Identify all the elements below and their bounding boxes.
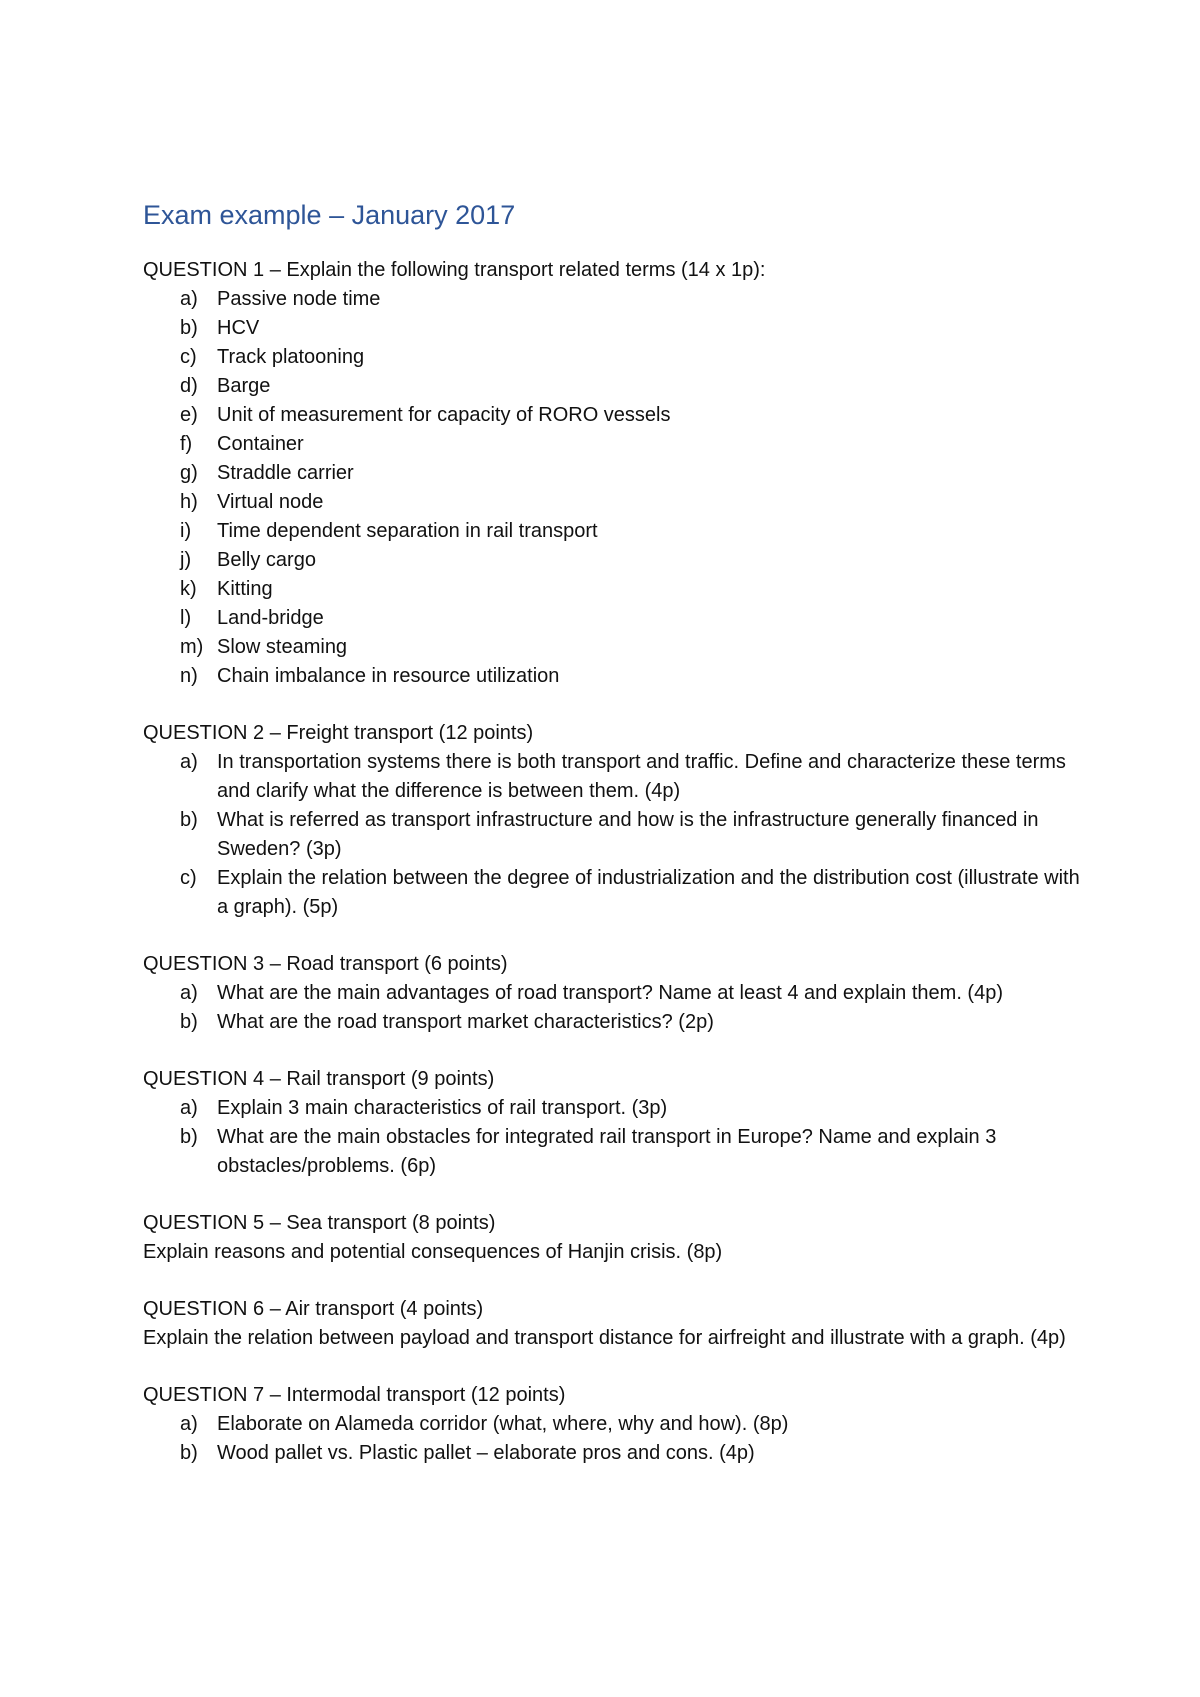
item-text: Slow steaming — [217, 636, 348, 658]
item-marker: f) — [180, 433, 193, 455]
list-item — [143, 517, 1093, 546]
item-marker: a) — [180, 751, 198, 773]
question-heading: QUESTION 2 – Freight transport (12 points) — [143, 722, 534, 744]
item-marker: c) — [180, 346, 197, 368]
item-text: Container — [217, 433, 304, 455]
list-item — [143, 575, 1093, 604]
question-4 — [143, 1065, 1093, 1181]
list-item — [143, 314, 1093, 343]
item-text: Barge — [217, 375, 271, 397]
list-item — [143, 1439, 1093, 1468]
item-marker: j) — [180, 549, 192, 571]
list-item — [143, 662, 1093, 691]
item-marker: a) — [180, 1097, 198, 1119]
item-text: What are the main advantages of road transport? Name at least 4 and explain them. (4p) — [217, 982, 1003, 1004]
question-items — [143, 748, 1093, 922]
page-title: Exam example – January 2017 — [143, 200, 516, 230]
item-text: Unit of measurement for capacity of RORO vessels — [217, 404, 671, 426]
item-marker: b) — [180, 809, 198, 831]
question-5 — [143, 1209, 1093, 1267]
list-item — [143, 1123, 1093, 1181]
item-marker: a) — [180, 288, 198, 310]
item-text: Virtual node — [217, 491, 324, 513]
item-text: Kitting — [217, 578, 273, 600]
question-items — [143, 1410, 1093, 1468]
question-items — [143, 979, 1093, 1037]
list-item — [143, 979, 1093, 1008]
item-marker: n) — [180, 665, 198, 687]
item-text: In transportation systems there is both transport and traffic. Define and characterize these terms and clarify what the difference is between them. (4p) — [217, 751, 1066, 802]
question-heading: QUESTION 1 – Explain the following transport related terms (14 x 1p): — [143, 259, 766, 281]
item-text: Land-bridge — [217, 607, 324, 629]
item-marker: e) — [180, 404, 198, 426]
list-item — [143, 401, 1093, 430]
item-marker: l) — [180, 607, 192, 629]
question-heading: QUESTION 6 – Air transport (4 points) — [143, 1298, 484, 1320]
item-marker: k) — [180, 578, 197, 600]
question-heading: QUESTION 4 – Rail transport (9 points) — [143, 1068, 495, 1090]
question-7 — [143, 1381, 1093, 1468]
item-marker: a) — [180, 982, 198, 1004]
item-text: Chain imbalance in resource utilization — [217, 665, 560, 687]
question-3 — [143, 950, 1093, 1037]
question-2 — [143, 719, 1093, 922]
item-marker: c) — [180, 867, 197, 889]
item-text: What are the main obstacles for integrated rail transport in Europe? Name and explain 3 obstacles/problems. (6p) — [217, 1126, 997, 1177]
list-item — [143, 430, 1093, 459]
item-marker: b) — [180, 1442, 198, 1464]
item-marker: b) — [180, 1011, 198, 1033]
item-marker: a) — [180, 1413, 198, 1435]
list-item — [143, 864, 1093, 922]
list-item — [143, 806, 1093, 864]
list-item — [143, 604, 1093, 633]
list-item — [143, 343, 1093, 372]
list-item — [143, 633, 1093, 662]
item-text: Wood pallet vs. Plastic pallet – elaborate pros and cons. (4p) — [217, 1442, 755, 1464]
item-text: What is referred as transport infrastructure and how is the infrastructure generally financed in Sweden? (3p) — [217, 809, 1039, 860]
question-text: Explain the relation between payload and transport distance for airfreight and illustrate with a graph. (4p) — [143, 1327, 1066, 1349]
list-item — [143, 459, 1093, 488]
question-1 — [143, 256, 1093, 691]
question-items — [143, 285, 1093, 691]
item-text: Track platooning — [217, 346, 365, 368]
item-text: Straddle carrier — [217, 462, 354, 484]
item-text: Belly cargo — [217, 549, 316, 571]
question-6 — [143, 1295, 1093, 1353]
item-text: Explain the relation between the degree of industrialization and the distribution cost (illustrate with a graph). (5p) — [217, 867, 1080, 918]
list-item — [143, 285, 1093, 314]
item-text: Explain 3 main characteristics of rail transport. (3p) — [217, 1097, 668, 1119]
list-item — [143, 1094, 1093, 1123]
item-text: HCV — [217, 317, 260, 339]
question-text: Explain reasons and potential consequences of Hanjin crisis. (8p) — [143, 1241, 723, 1263]
question-heading: QUESTION 5 – Sea transport (8 points) — [143, 1212, 496, 1234]
item-marker: i) — [180, 520, 192, 542]
question-heading: QUESTION 7 – Intermodal transport (12 points) — [143, 1384, 566, 1406]
item-text: What are the road transport market characteristics? (2p) — [217, 1011, 714, 1033]
exam-document — [143, 198, 1093, 1496]
list-item — [143, 546, 1093, 575]
item-text: Elaborate on Alameda corridor (what, where, why and how). (8p) — [217, 1413, 789, 1435]
question-heading: QUESTION 3 – Road transport (6 points) — [143, 953, 508, 975]
item-text: Passive node time — [217, 288, 381, 310]
item-marker: d) — [180, 375, 198, 397]
list-item — [143, 372, 1093, 401]
list-item — [143, 748, 1093, 806]
item-marker: b) — [180, 317, 198, 339]
item-marker: h) — [180, 491, 198, 513]
question-items — [143, 1094, 1093, 1181]
item-marker: g) — [180, 462, 198, 484]
list-item — [143, 1008, 1093, 1037]
item-text: Time dependent separation in rail transport — [217, 520, 598, 542]
list-item — [143, 1410, 1093, 1439]
item-marker: m) — [180, 636, 204, 658]
list-item — [143, 488, 1093, 517]
item-marker: b) — [180, 1126, 198, 1148]
